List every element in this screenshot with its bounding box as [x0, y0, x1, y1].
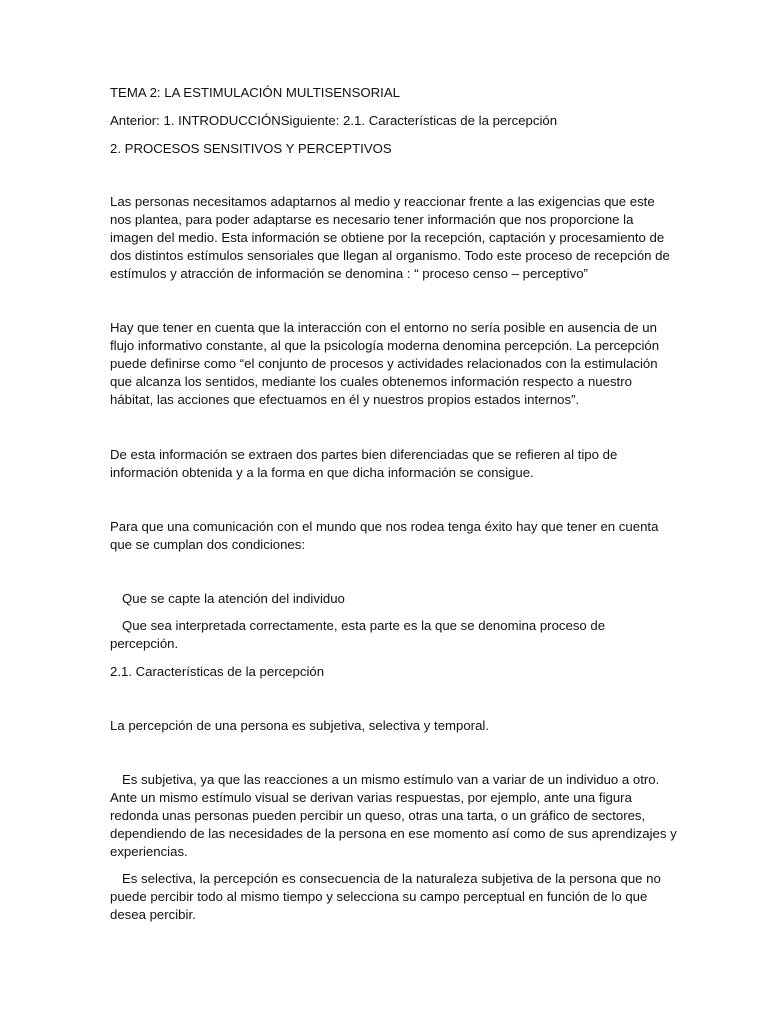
- condition-line: Que se capte la atención del individuo: [122, 591, 345, 606]
- paragraph-line: Para que una comunicación con el mundo que nos rodea tenga éxito hay que tener en cuenta: [110, 519, 659, 534]
- paragraph-7: [110, 870, 662, 924]
- condition-1: [110, 590, 662, 608]
- paragraph-line: De esta información se extraen dos partes bien diferenciadas que se refieren al tipo de: [110, 447, 618, 462]
- paragraph-5: La percepción de una persona es subjetiva, selectiva y temporal.: [110, 718, 489, 733]
- paragraph-line: puede percibir todo al mismo tiempo y selecciona su campo perceptual en función de lo que: [110, 889, 648, 904]
- paragraph-line: estímulos y atracción de información se denomina : “ proceso censo – perceptivo”: [110, 266, 588, 281]
- paragraph-line: Es subjetiva, ya que las reacciones a un mismo estímulo van a variar de un individuo a otro.: [122, 772, 660, 787]
- condition-line: percepción.: [110, 636, 179, 651]
- paragraph-2: [110, 319, 662, 409]
- paragraph-line: redonda unas personas pueden percibir un queso, otras una tarta, o un gráfico de sectores,: [110, 808, 646, 823]
- navigation-line: Anterior: 1. INTRODUCCIÓNSiguiente: 2.1. Características de la percepción: [110, 113, 558, 128]
- paragraph-line: Ante un mismo estímulo visual se derivan varias respuestas, por ejemplo, ante una figura: [110, 790, 632, 805]
- paragraph-line: Hay que tener en cuenta que la interacción con el entorno no sería posible en ausencia de un: [110, 320, 657, 335]
- condition-line: Que sea interpretada correctamente, esta parte es la que se denomina proceso de: [122, 618, 606, 633]
- paragraph-4: [110, 518, 662, 554]
- paragraph-1: [110, 193, 670, 283]
- paragraph-line: imagen del medio. Esta información se obtiene por la recepción, captación y procesamiento de: [110, 230, 665, 245]
- condition-2-continuation: [110, 635, 662, 653]
- paragraph-line: flujo informativo constante, al que la psicología moderna denomina percepción. La percepción: [110, 338, 660, 353]
- document-title: TEMA 2: LA ESTIMULACIÓN MULTISENSORIAL: [110, 85, 400, 100]
- subsection-heading: 2.1. Características de la percepción: [110, 664, 325, 679]
- condition-2: [110, 617, 662, 635]
- paragraph-line: experiencias.: [110, 844, 188, 859]
- paragraph-line: puede definirse como “el conjunto de procesos y actividades relacionados con la estimulación: [110, 356, 658, 371]
- paragraph-line: que alcanza los sentidos, mediante los cuales obtenemos información respecto a nuestro: [110, 374, 632, 389]
- paragraph-line: desea percibir.: [110, 907, 196, 922]
- paragraph-line: nos plantea, para poder adaptarse es necesario tener información que nos proporcione la: [110, 212, 634, 227]
- paragraph-6: [110, 771, 677, 861]
- paragraph-line: Es selectiva, la percepción es consecuencia de la naturaleza subjetiva de la persona que no: [122, 871, 661, 886]
- paragraph-line: hábitat, las acciones que efectuamos en él y nuestros propios estados internos”.: [110, 392, 580, 407]
- paragraph-line: información obtenida y a la forma en que dicha información se consigue.: [110, 465, 534, 480]
- paragraph-3: [110, 446, 662, 482]
- paragraph-line: Las personas necesitamos adaptarnos al medio y reaccionar frente a las exigencias que este: [110, 194, 655, 209]
- document-body: [110, 84, 677, 924]
- section-heading: 2. PROCESOS SENSITIVOS Y PERCEPTIVOS: [110, 141, 392, 156]
- paragraph-line: que se cumplan dos condiciones:: [110, 537, 306, 552]
- paragraph-line: dos distintos estímulos sensoriales que llegan al organismo. Todo este proceso de recepción de: [110, 248, 670, 263]
- paragraph-line: dependiendo de las necesidades de la persona en ese momento así como de sus aprendizajes y: [110, 826, 677, 841]
